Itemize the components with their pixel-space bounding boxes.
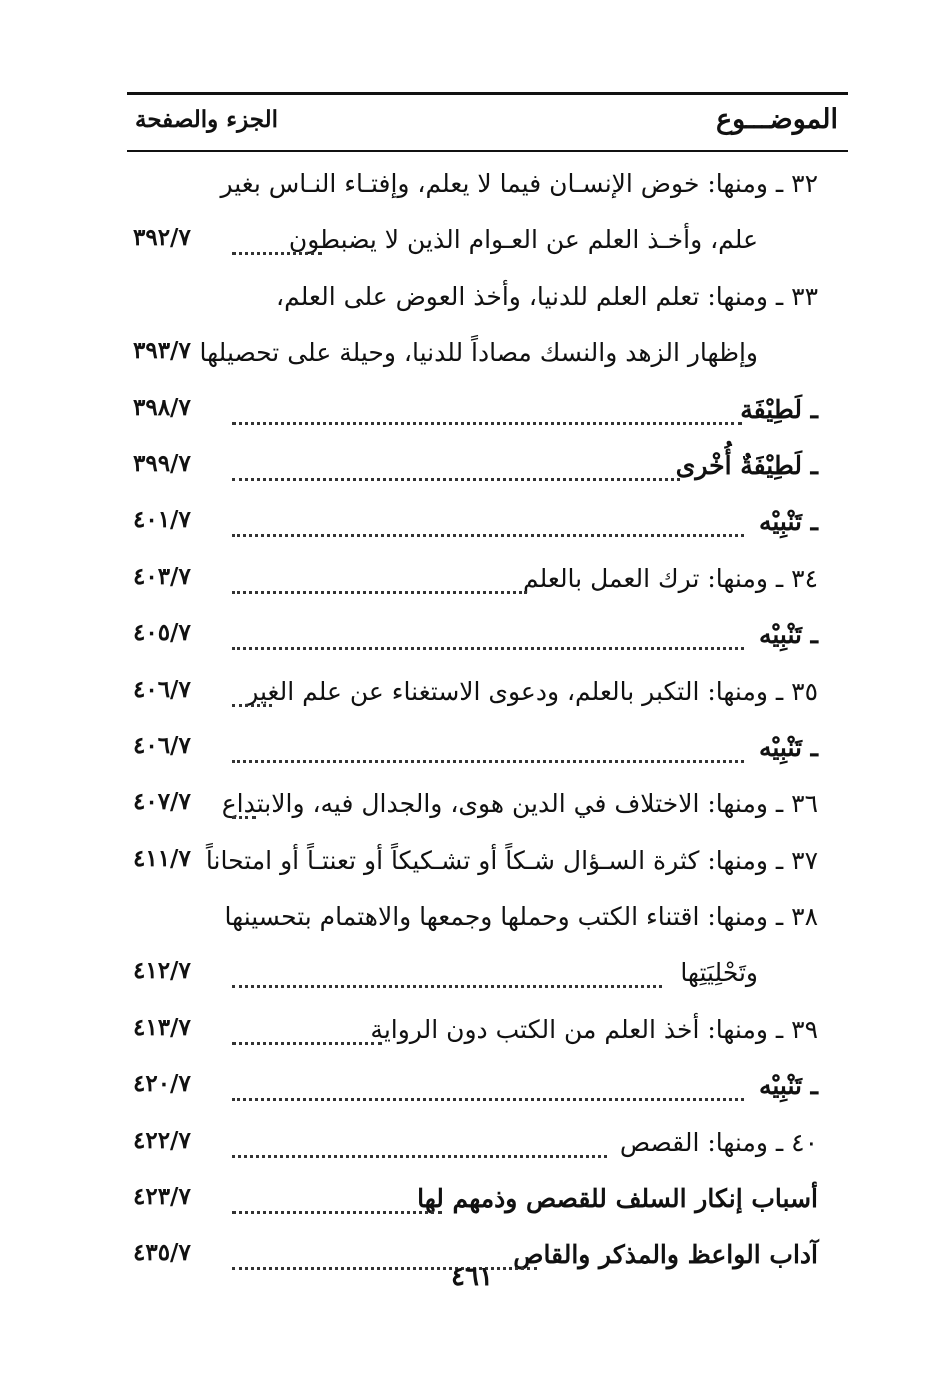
toc-row xyxy=(127,327,848,383)
entry-page: ٣٩٢/٧ xyxy=(133,224,191,252)
toc-row xyxy=(127,1060,848,1116)
entry-text: ـ تَنْبِيْه xyxy=(758,732,818,762)
header-rule xyxy=(127,150,848,152)
dot-leader xyxy=(232,1028,382,1045)
toc-row xyxy=(127,214,848,270)
dot-leader xyxy=(232,802,256,819)
entry-text: ٣٦ ـ ومنها: الاختلاف في الدين هوى، والجدال فيه، والابتداع xyxy=(221,789,818,819)
dot-leader xyxy=(232,1197,442,1214)
dot-leader xyxy=(232,1084,744,1101)
page-number: ٤٦١ xyxy=(451,1262,493,1292)
entry-page: ٤٠٥/٧ xyxy=(133,619,191,647)
table-header xyxy=(127,104,848,146)
toc-entries xyxy=(127,158,848,1286)
entry-text: ٣٧ ـ ومنها: كثرة السـؤال شـكاً أو تشـكيكاً أو تعنتـاً أو امتحاناً xyxy=(205,845,818,875)
toc-row xyxy=(127,722,848,778)
entry-text: ـ لَطِيْفَة xyxy=(740,394,818,424)
entry-page: ٤٣٥/٧ xyxy=(133,1239,191,1267)
toc-row xyxy=(127,1117,848,1173)
entry-page: ٣٩٨/٧ xyxy=(133,393,191,421)
entry-text: ٣٨ ـ ومنها: اقتناء الكتب وحملها وجمعها والاهتمام بتحسينها xyxy=(224,902,818,932)
entry-text: وتَحْلِيَتِها xyxy=(680,958,758,988)
toc-row xyxy=(127,609,848,665)
dot-leader xyxy=(232,577,527,594)
header-topic: الموضـــوع xyxy=(715,104,838,135)
entry-page: ٤٠٣/٧ xyxy=(133,562,191,590)
entry-text: ـ تَنْبِيْه xyxy=(758,620,818,650)
toc-row xyxy=(127,666,848,722)
entry-page: ٤١٢/٧ xyxy=(133,957,191,985)
dot-leader xyxy=(232,464,680,481)
toc-row xyxy=(127,440,848,496)
dot-leader xyxy=(232,746,744,763)
entry-page: ٤١١/٧ xyxy=(133,844,191,872)
entry-page: ٣٩٩/٧ xyxy=(133,449,191,477)
toc-row xyxy=(127,835,848,891)
toc-row xyxy=(127,553,848,609)
entry-text: ـ لَطِيْفَةٌ أُخْرى xyxy=(675,450,818,480)
entry-page: ٤٢٣/٧ xyxy=(133,1183,191,1211)
entry-text: ٤٠ ـ ومنها: القصص xyxy=(619,1127,818,1157)
entry-page: ٤٠٦/٧ xyxy=(133,731,191,759)
dot-leader xyxy=(232,971,662,988)
entry-page: ٤٠٦/٧ xyxy=(133,675,191,703)
dot-leader xyxy=(232,520,744,537)
dot-leader xyxy=(232,633,744,650)
toc-row xyxy=(127,778,848,834)
entry-text: ـ تَنْبِيْه xyxy=(758,1071,818,1101)
entry-page: ٤٢٠/٧ xyxy=(133,1070,191,1098)
toc-row xyxy=(127,1004,848,1060)
toc-row xyxy=(127,947,848,1003)
top-rule xyxy=(127,92,848,95)
toc-row xyxy=(127,158,848,214)
entry-page: ٤٠٧/٧ xyxy=(133,788,191,816)
entry-page: ٤١٣/٧ xyxy=(133,1013,191,1041)
entry-text: علم، وأخـذ العلم عن العـوام الذين لا يضبطون xyxy=(288,225,758,255)
dot-leader xyxy=(232,690,272,707)
entry-page: ٣٩٣/٧ xyxy=(133,337,191,365)
entry-text: آداب الواعظ والمذكر والقاص xyxy=(513,1240,818,1270)
entry-text: ـ تَنْبِيْه xyxy=(758,507,818,537)
entry-text: أسباب إنكار السلف للقصص وذمهم لها xyxy=(417,1184,818,1214)
toc-row xyxy=(127,271,848,327)
toc-row xyxy=(127,1173,848,1229)
entry-text: ٣٤ ـ ومنها: ترك العمل بالعلم xyxy=(522,563,818,593)
toc-row xyxy=(127,496,848,552)
entry-text: ٣٢ ـ ومنها: خوض الإنسـان فيما لا يعلم، وإفتـاء النـاس بغير xyxy=(220,169,818,198)
dot-leader xyxy=(232,408,742,425)
toc-row xyxy=(127,891,848,947)
entry-text: ٣٥ ـ ومنها: التكبر بالعلم، ودعوى الاستغناء عن علم الغير xyxy=(246,676,818,706)
entry-page: ٤٠١/٧ xyxy=(133,506,191,534)
entry-page: ٤٢٢/٧ xyxy=(133,1126,191,1154)
header-page-ref: الجزء والصفحة xyxy=(135,106,279,133)
toc-row xyxy=(127,384,848,440)
dot-leader xyxy=(232,238,322,255)
entry-text: وإظهار الزهد والنسك مصاداً للدنيا، وحيلة على تحصيلها xyxy=(199,338,758,368)
dot-leader xyxy=(232,1141,607,1158)
entry-text: ٣٣ ـ ومنها: تعلم العلم للدنيا، وأخذ العوض على العلم، xyxy=(276,281,818,311)
entry-text: ٣٩ ـ ومنها: أخذ العلم من الكتب دون الرواية xyxy=(370,1014,818,1044)
